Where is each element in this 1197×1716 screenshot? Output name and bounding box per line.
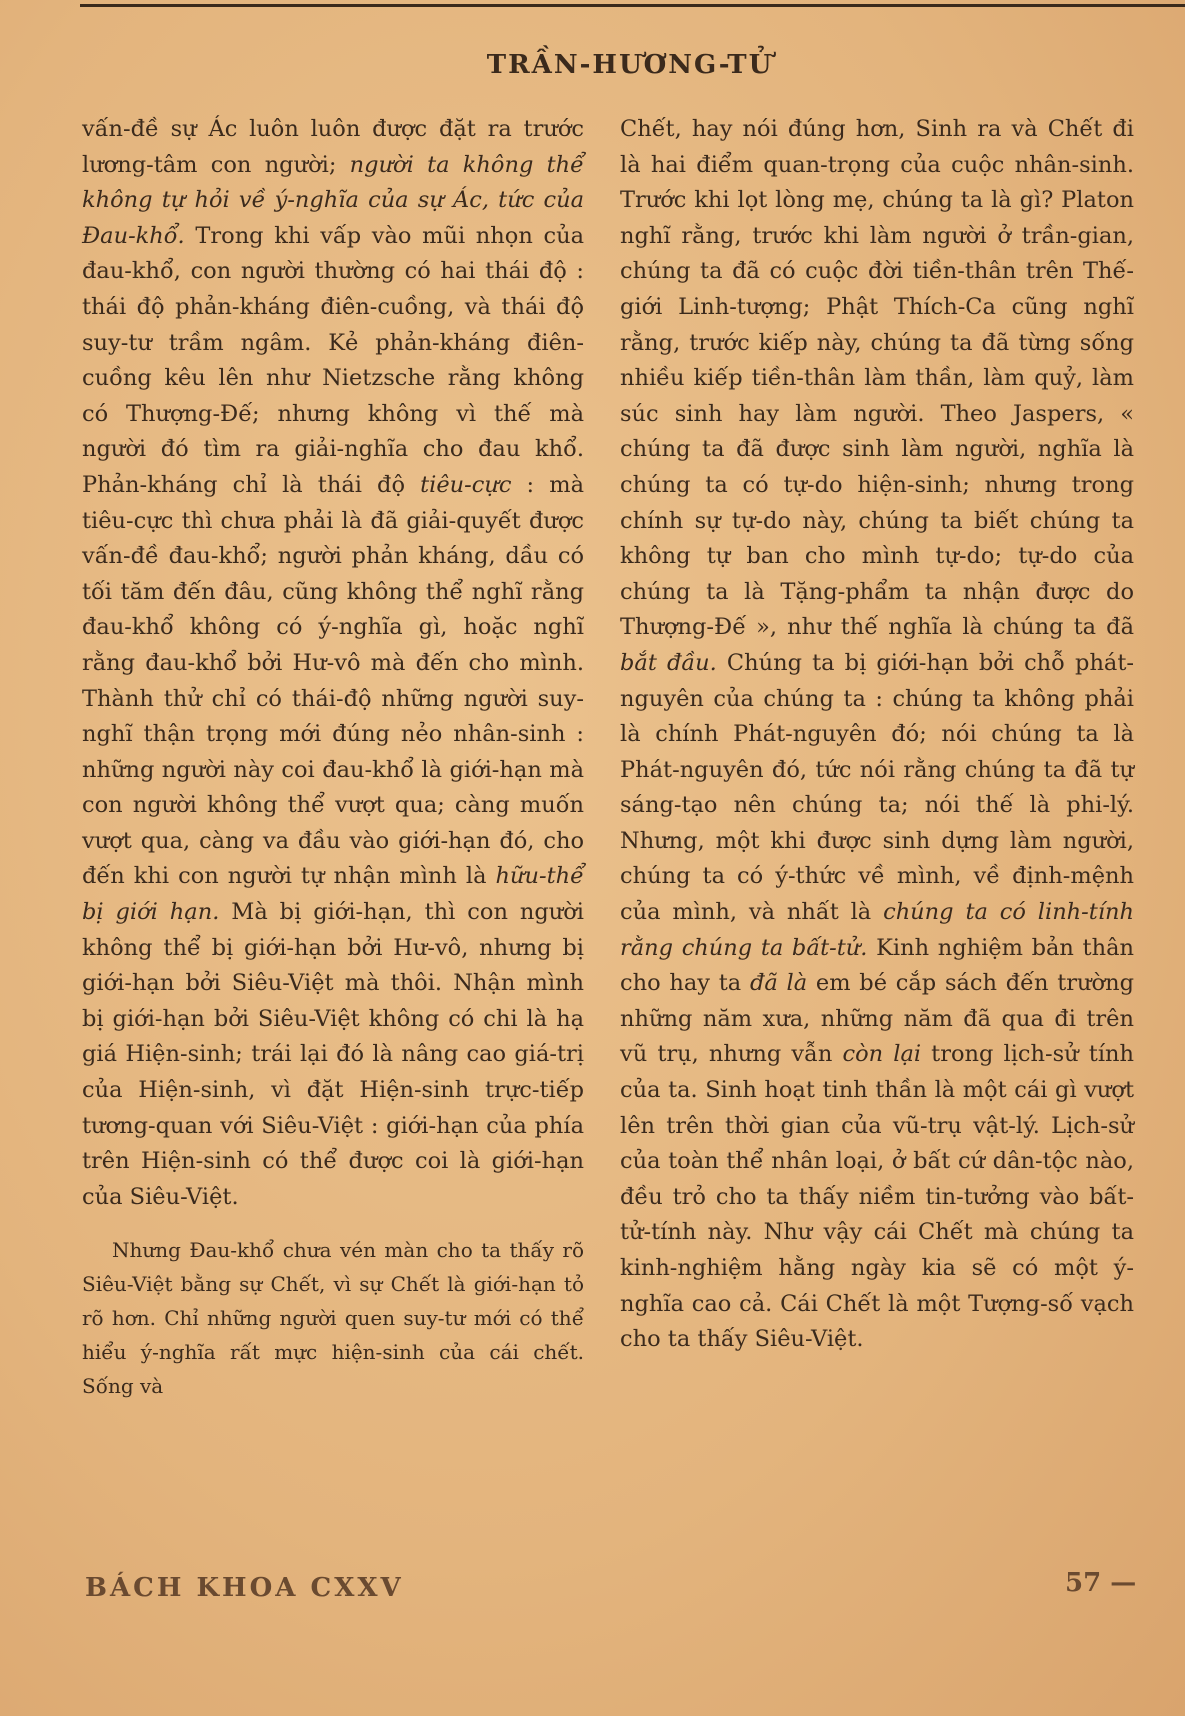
italic-span: người ta không thể không tự hỏi về ý-nghĩa của sự Ác, tức của Đau-khổ. bbox=[82, 151, 584, 249]
text-span: trong lịch-sử tính của ta. Sinh hoạt tinh thần là một cái gì vượt lên trên thời gian của vũ-trụ vật-lý. Lịch-sử của toàn thể nhân loại, ở bất cứ dân-tộc nào, đều trỏ cho ta thấy niềm tin-tưởng vào bất-tử-tính này. Như vậy cái Chết mà chúng ta kinh-nghiệm hằng ngày kia sẽ có một ý-nghĩa cao cả. Cái Chết là một Tượng-số vạch cho ta thấy Siêu-Việt. bbox=[620, 1041, 1135, 1353]
italic-span: chúng ta có linh-tính rằng chúng ta bất-tử. bbox=[620, 899, 1134, 961]
text-span: em bé cắp sách đến trường những năm xưa, những năm đã qua đi trên vũ trụ, nhưng vẫn bbox=[620, 970, 1134, 1068]
text-span: : mà tiêu-cực thì chưa phải là đã giải-quyết được vấn-đề đau-khổ; người phản kháng, dầu có tối tăm đến đâu, cũng không thể nghĩ rằng đau-khổ không có ý-nghĩa gì, hoặc nghĩ rằng đau-khổ bởi Hư-vô mà đến cho mình. Thành thử chỉ có thái-độ những người suy-nghĩ thận trọng mới đúng nẻo nhân-sinh : những người này coi đau-khổ là giới-hạn mà con người không thể vượt qua; càng muốn vượt qua, càng va đầu vào giới-hạn đó, cho đến khi con người tự nhận mình là bbox=[82, 471, 584, 890]
text-span: Chúng ta bị giới-hạn bởi chỗ phát-nguyên của chúng ta : chúng ta không phải là chính Phát-nguyên đó; nói chúng ta là Phát-nguyên đó, tức nói rằng chúng ta đã tự sáng-tạo nên chúng ta; nói thế là phi-lý. Nhưng, một khi được sinh dựng làm người, chúng ta có ý-thức về mình, về định-mệnh của mình, và nhất là bbox=[620, 649, 1134, 926]
top-rule bbox=[80, 4, 1185, 7]
italic-span: hữu-thể bị giới hạn. bbox=[82, 863, 584, 926]
left-column bbox=[82, 112, 584, 1403]
page-number: 57 — bbox=[1065, 1568, 1137, 1598]
text-span: Chết, hay nói đúng hơn, Sinh ra và Chết đi là hai điểm quan-trọng của cuộc nhân-sinh. Trước khi lọt lòng mẹ, chúng ta là gì? Platon nghĩ rằng, trước khi làm người ở trần-gian, chúng ta đã có cuộc đời tiền-thân trên Thế-giới Linh-tượng; Phật Thích-Ca cũng nghĩ rằng, trước kiếp này, chúng ta đã từng sống nhiều kiếp tiền-thân làm thần, làm quỷ, làm súc sinh hay làm người. Theo Jaspers, « chúng ta đã được sinh làm người, nghĩa là chúng ta có tự-do hiện-sinh; nhưng trong chính sự tự-do này, chúng ta biết chúng ta không tự ban cho mình tự-do; tự-do của chúng ta là Tặng-phẩm ta nhận được do Thượng-Đế », như thế nghĩa là chúng ta đã bbox=[620, 116, 1134, 641]
text-span: Mà bị giới-hạn, thì con người không thể bị giới-hạn bởi Hư-vô, nhưng bị giới-hạn bởi Siêu-Việt mà thôi. Nhận mình bị giới-hạn bởi Siêu-Việt không có chi là hạ giá Hiện-sinh; trái lại đó là nâng cao giá-trị của Hiện-sinh, vì đặt Hiện-sinh trực-tiếp tương-quan với Siêu-Việt : giới-hạn của phía trên Hiện-sinh có thể được coi là giới-hạn của Siêu-Việt. bbox=[82, 899, 584, 1210]
paragraph: Nhưng Đau-khổ chưa vén màn cho ta thấy rõ Siêu-Việt bằng sự Chết, vì sự Chết là giới-hạn tỏ rõ hơn. Chỉ những người quen suy-tư mới có thể hiểu ý-nghĩa rất mực hiện-sinh của cái chết. Sống và bbox=[82, 1238, 584, 1399]
text-span: Trong khi vấp vào mũi nhọn của đau-khổ, con người thường có hai thái độ : thái độ phản-kháng điên-cuồng, và thái độ suy-tư trầm ngâm. Kẻ phản-kháng điên-cuồng kêu lên như Nietzsche rằng không có Thượng-Đế; nhưng không vì thế mà người đó tìm ra giải-nghĩa cho đau khổ. Phản-kháng chỉ là thái độ bbox=[82, 222, 584, 498]
italic-span: tiêu-cực bbox=[420, 471, 512, 498]
text-span: vấn-đề sự Ác luôn luôn được đặt ra trước lương-tâm con người; bbox=[82, 116, 584, 178]
right-column bbox=[620, 112, 1134, 1358]
paragraph bbox=[82, 112, 584, 1215]
paragraph bbox=[620, 112, 1134, 1358]
text-span: Kinh nghiệm bản thân cho hay ta bbox=[620, 934, 1134, 997]
italic-span: đã là bbox=[749, 970, 808, 997]
journal-footer: BÁCH KHOA CXXV bbox=[85, 1573, 404, 1603]
italic-span: bắt đầu. bbox=[620, 649, 717, 676]
running-head: TRẦN-HƯƠNG-TỬ bbox=[486, 50, 774, 80]
italic-span: còn lại bbox=[842, 1041, 922, 1068]
